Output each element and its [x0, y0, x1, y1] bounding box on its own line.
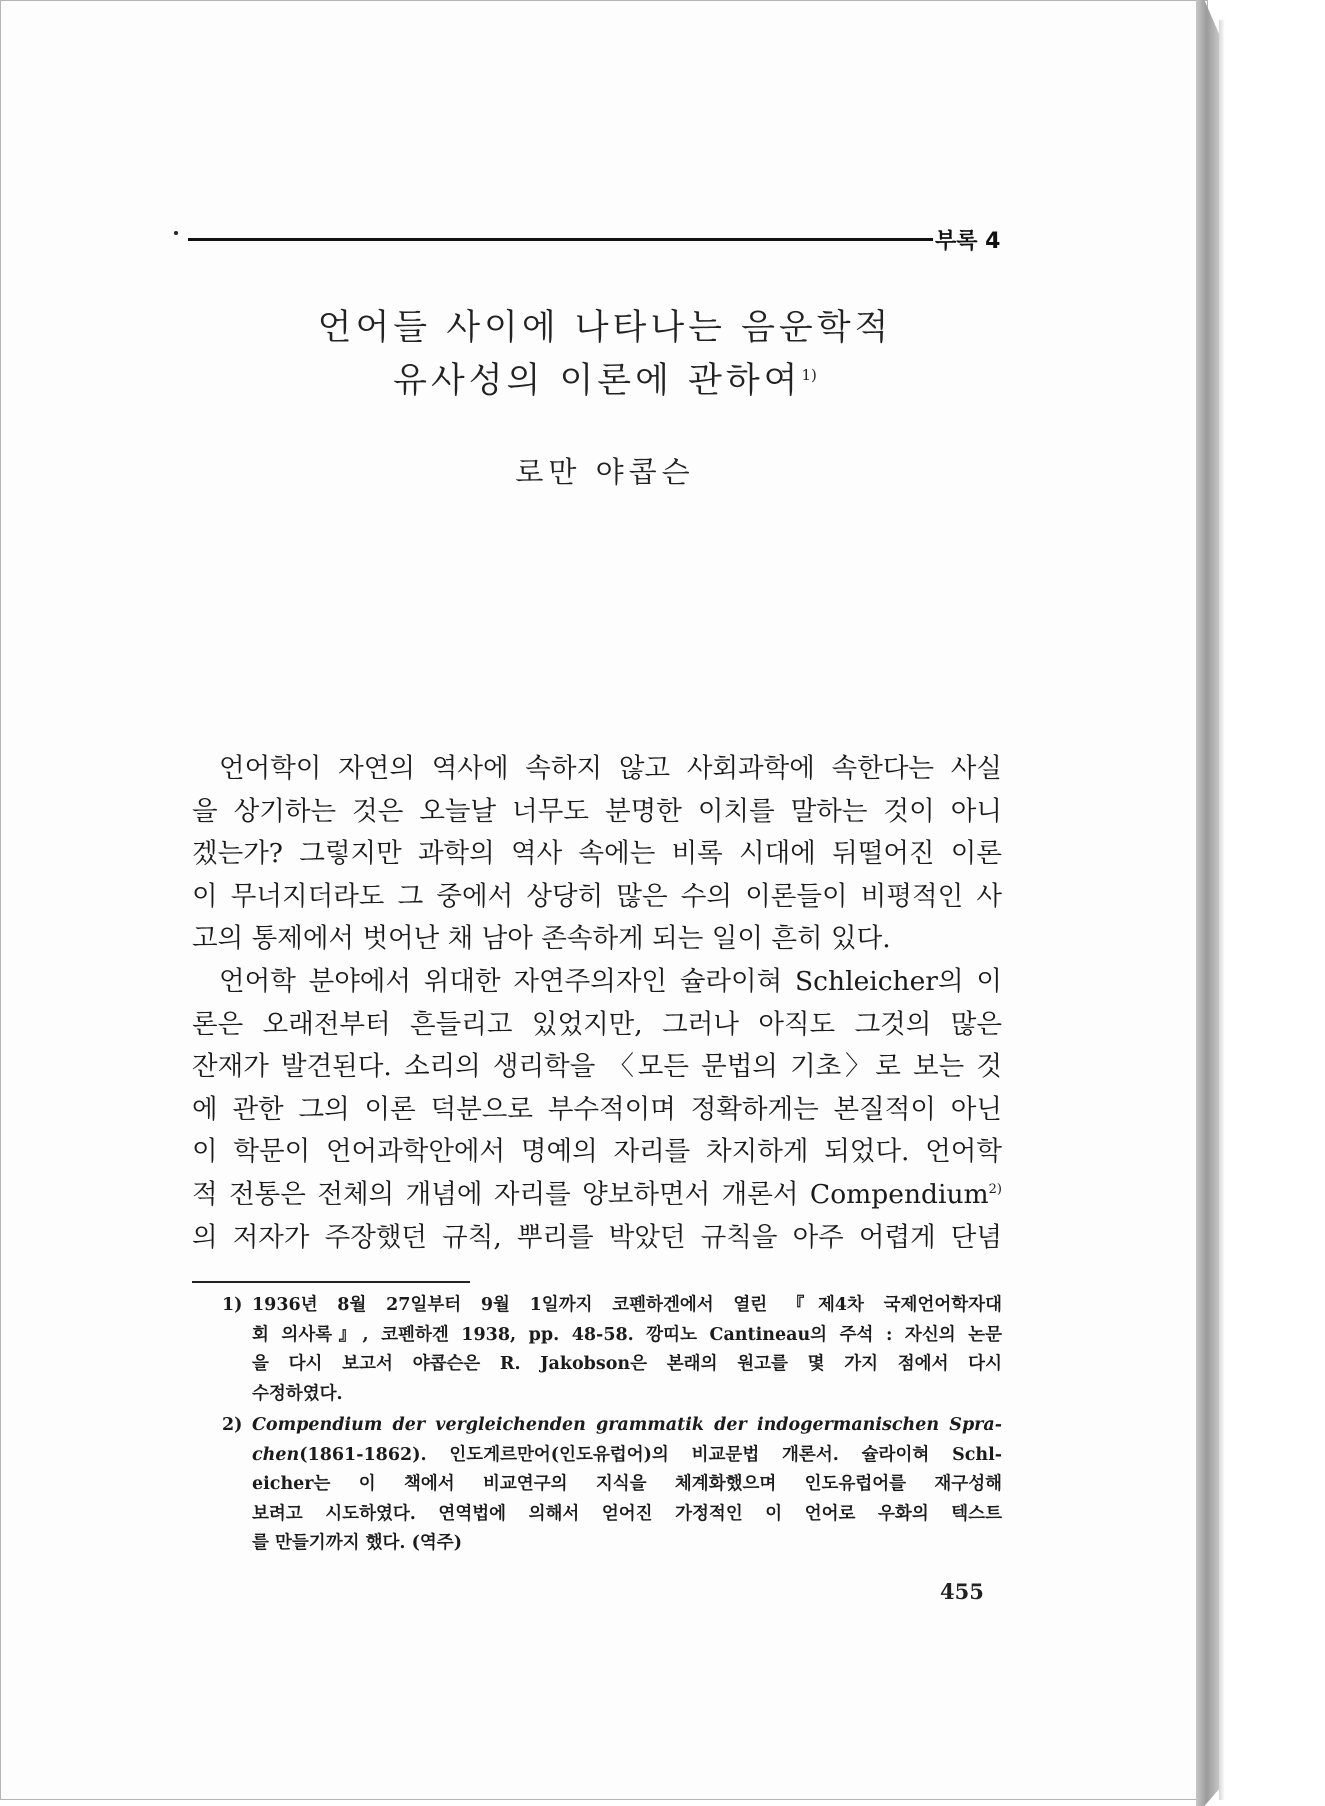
title-line-1: 언어들 사이에 나타나는 음운학적	[317, 308, 893, 348]
body-line: 언어학이 자연의 역사에 속하지 않고 사회과학에 속한다는 사실	[219, 753, 1002, 784]
footnote-line: 보려고 시도하였다. 연역법에 의해서 얻어진 가정적인 이 언어로 우화의 텍스트	[252, 1503, 1002, 1524]
footnote-2	[222, 1411, 1002, 1559]
title-footnote-ref: 1)	[801, 366, 817, 384]
footnote-line: 수정하였다.	[252, 1383, 343, 1404]
body-text	[192, 748, 1002, 1259]
body-line: 잔재가 발견된다. 소리의 생리학을 〈모든 문법의 기초〉로 보는 것	[192, 1051, 1002, 1083]
footnote-italic-title-cont: chen	[252, 1444, 300, 1465]
body-line-compendium-text: 적 전통은 전체의 개념에 자리를 양보하면서 개론서 Compendium	[192, 1178, 989, 1210]
body-line: 겠는가? 그렇지만 과학의 역사 속에는 비록 시대에 뒤떨어진 이론	[192, 838, 1002, 870]
footnote-line-title	[252, 1411, 1002, 1441]
title-line-2-text: 유사성의 이론에 관하여	[393, 361, 802, 401]
header-rule	[188, 238, 933, 241]
compendium-footnote-ref: 2)	[988, 1182, 1002, 1198]
body-line: 론은 오래전부터 흔들리고 있었지만, 그러나 아직도 그것의 많은	[192, 1008, 1002, 1040]
page-curl-edge	[1196, 0, 1220, 1806]
body-line: 언어학 분야에서 위대한 자연주의자인 슐라이혀 Schleicher의 이	[219, 965, 1002, 997]
article-title	[200, 302, 1010, 408]
footnote-line: 을 다시 보고서 야콥슨은 R. Jakobson은 본래의 원고를 몇 가지 점에서 다시	[252, 1354, 1002, 1374]
footnote-number: 2)	[222, 1415, 243, 1435]
page-number: 455	[940, 1579, 984, 1604]
header-dot	[174, 231, 178, 235]
body-line: 이 학문이 언어과학안에서 명예의 자리를 차지하게 되었다. 언어학	[192, 1136, 1002, 1168]
footnote-line: 를 만들기까지 했다. (역주)	[252, 1533, 462, 1553]
title-line-2	[200, 355, 1010, 408]
page-shadow	[1219, 20, 1225, 1800]
body-line: 의 저자가 주장했던 규칙, 뿌리를 박았던 규칙을 아주 어렵게 단념	[192, 1221, 1002, 1253]
footnote-number: 1)	[222, 1295, 243, 1315]
body-line-compendium	[192, 1174, 1002, 1217]
body-line: 에 관한 그의 이론 덕분으로 부수적이며 정확하게는 본질적이 아닌	[192, 1093, 1002, 1125]
footnote-rule	[192, 1281, 470, 1283]
footnote-line: 1936년 8월 27일부터 9월 1일까지 코펜하겐에서 열린 『제4차 국제언어학자대	[252, 1295, 1002, 1315]
footnote-line: 회 의사록』, 코펜하겐 1938, pp. 48-58. 깡띠노 Cantineau의 주석 : 자신의 논문	[252, 1324, 1002, 1345]
body-line: 고의 통제에서 벗어난 채 남아 존속하게 되는 일이 흔히 있다.	[192, 923, 891, 955]
footnote-1	[222, 1291, 1002, 1409]
footnote-line	[252, 1441, 1002, 1471]
body-line: 을 상기하는 것은 오늘날 너무도 분명한 이치를 말하는 것이 아니	[192, 795, 1002, 827]
footnotes	[222, 1291, 1002, 1561]
footnote-line-text: (1861-1862). 인도게르만어(인도유럽어)의 비교문법 개론서. 슐라이혀 Schl-	[299, 1444, 1002, 1465]
body-line: 이 무너지더라도 그 중에서 상당히 많은 수의 이론들이 비평적인 사	[192, 880, 1002, 912]
author-name: 로만 야콥슨	[515, 455, 695, 489]
footnote-line: eicher는 이 책에서 비교연구의 지식을 체계화했으며 인도유럽어를 재구성해	[252, 1474, 1002, 1494]
running-head: 부록 4	[935, 229, 1001, 254]
footnote-italic-title: Compendium der vergleichenden grammatik der indogermanischen Spra-	[252, 1415, 1002, 1435]
